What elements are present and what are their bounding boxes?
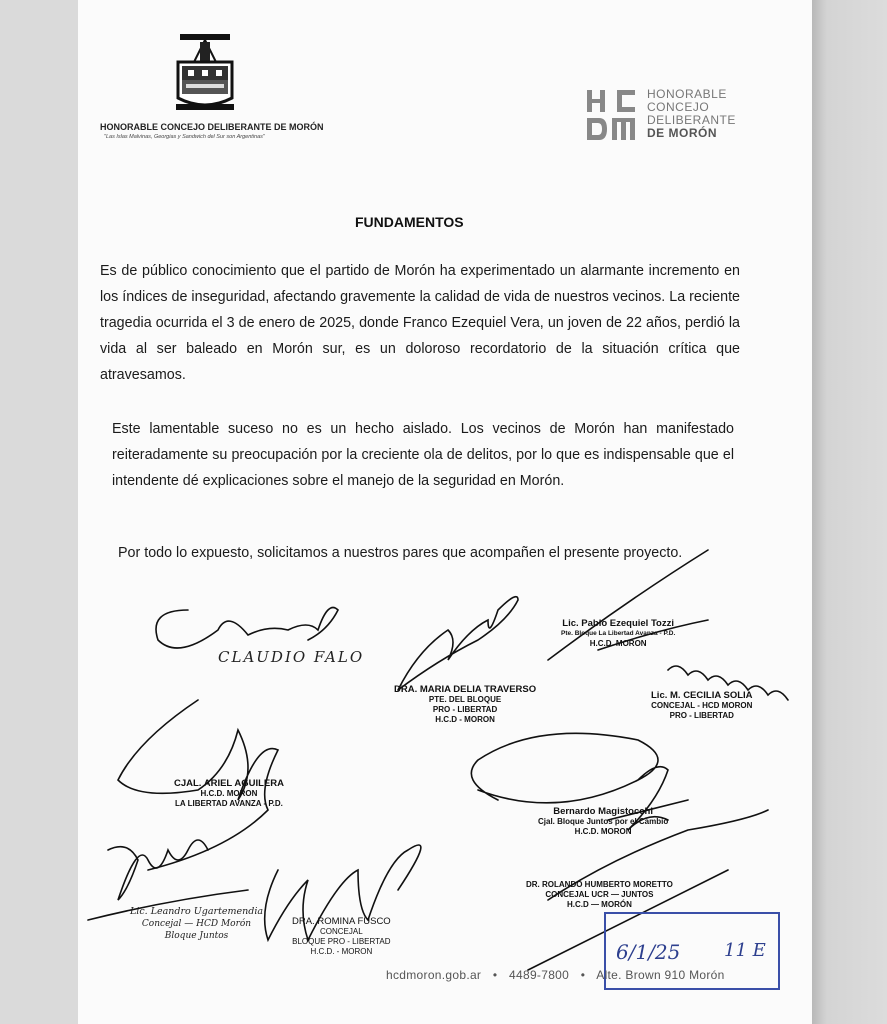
- footer-phone: 4489-7800: [509, 968, 570, 982]
- signature-8-name: DRA. ROMINA FUSCO: [292, 916, 391, 927]
- background-left: [0, 0, 78, 1024]
- signature-5-name: CJAL. ARIEL AGUILERA: [174, 778, 284, 789]
- signature-6-block: [538, 806, 668, 837]
- signature-8-block: [292, 916, 391, 957]
- signature-8-org: H.C.D. - MORON: [310, 947, 373, 956]
- signature-6-org: H.C.D. MORON: [574, 827, 632, 836]
- hcdm-logo-text: [647, 88, 736, 140]
- footer-address: Alte. Brown 910 Morón: [596, 968, 725, 982]
- signature-7-name: Lic. Leandro Ugartemendia: [130, 906, 264, 917]
- hcdm-line4-bold: DE MORÓN: [647, 126, 717, 140]
- signature-falo: [156, 608, 338, 649]
- header-institution-subtitle: "Las Islas Malvinas, Georgias y Sandwich del Sur son Argentinas": [104, 134, 265, 140]
- paragraph-1: Es de público conocimiento que el partido de Morón ha experimentado un alarmante incremento en los índices de inseguridad, afectando gravemente la calidad de vida de nuestros vecinos. La reciente tragedia ocurrida el 3 de enero de 2025, donde Franco Ezequiel Vera, un joven de 22 años, perdió la vida al ser baleado en Morón sur, es un doloroso recordatorio de la situación crítica que atravesamos.: [100, 263, 740, 383]
- footer-separator-2: •: [580, 968, 586, 982]
- crest-icon: [172, 32, 238, 114]
- signature-3-org: H.C.D. MORON: [589, 639, 647, 648]
- signature-traverso: [398, 597, 518, 690]
- signature-2-block: [394, 684, 536, 725]
- signature-2-org: H.C.D - MORON: [435, 715, 495, 724]
- signature-7-role: Concejal — HCD Morón: [141, 919, 252, 929]
- signature-9-name: DR. ROLANDO HUMBERTO MORETTO: [526, 880, 673, 889]
- stamp-time: 11 E: [724, 940, 766, 961]
- document-title: FUNDAMENTOS: [355, 214, 464, 230]
- signature-5-bloc: LA LIBERTAD AVANZA - P.D.: [175, 799, 283, 808]
- header-institution-title: HONORABLE CONCEJO DELIBERANTE DE MORÓN: [100, 122, 324, 132]
- stamp-date: 6/1/25: [616, 940, 681, 964]
- hcdm-line4: [647, 127, 736, 140]
- signature-5-block: [174, 778, 284, 809]
- signature-8-bloc: BLOQUE PRO - LIBERTAD: [292, 937, 391, 946]
- hcdm-logo: [587, 88, 641, 144]
- footer-separator-1: •: [492, 968, 498, 982]
- signature-3-block: [561, 618, 675, 649]
- hcdm-logo-icon: [587, 88, 641, 144]
- crest-emblem: [172, 32, 238, 114]
- signature-2-bloc: PRO - LIBERTAD: [432, 705, 498, 714]
- signature-4-bloc: PRO - LIBERTAD: [669, 711, 734, 720]
- paragraph-2: Este lamentable suceso no es un hecho aislado. Los vecinos de Morón han manifestado reiteradamente su preocupación por la creciente ola de delitos, por lo que es indispensable que el intendente dé explicaciones sobre el manejo de la seguridad en Morón.: [112, 421, 734, 489]
- background-right: [812, 0, 887, 1024]
- hcdm-line3: DELIBERANTE: [647, 113, 736, 127]
- signature-5-org: H.C.D. MORON: [200, 789, 258, 798]
- signature-7-block: [130, 906, 263, 942]
- footer: [386, 968, 725, 982]
- hcdm-line2: CONCEJO: [647, 100, 710, 114]
- signature-9-org: H.C.D — MORÓN: [566, 900, 632, 909]
- signature-1-name: CLAUDIO FALO: [218, 648, 365, 666]
- paragraph-3: Por todo lo expuesto, solicitamos a nuestros pares que acompañen el presente proyecto.: [118, 545, 683, 561]
- signature-4-block: [651, 690, 753, 721]
- hcdm-line1: HONORABLE: [647, 87, 727, 101]
- signature-9-block: [526, 880, 673, 910]
- signature-8-role: CONCEJAL: [320, 927, 363, 936]
- signature-9-role: CONCEJAL UCR — JUNTOS: [545, 890, 654, 899]
- signature-4-name: Lic. M. CECILIA SOLIA: [651, 690, 753, 701]
- signature-6-role: Cjal. Bloque Juntos por el Cambio: [538, 817, 669, 826]
- signature-3-name: Lic. Pablo Ezequiel Tozzi: [562, 618, 674, 629]
- signature-2-name: DRA. MARIA DELIA TRAVERSO: [394, 684, 537, 695]
- footer-website: hcdmoron.gob.ar: [386, 968, 482, 982]
- signature-2-role: PTE. DEL BLOQUE: [428, 695, 502, 704]
- signature-4-role: CONCEJAL - HCD MORON: [651, 701, 753, 710]
- signature-6-name: Bernardo Magistocchi: [553, 806, 653, 817]
- signature-3-role: Pte. Bloque La Libertad Avanza - P.D.: [561, 630, 676, 637]
- signature-7-bloc: Bloque Juntos: [164, 931, 229, 941]
